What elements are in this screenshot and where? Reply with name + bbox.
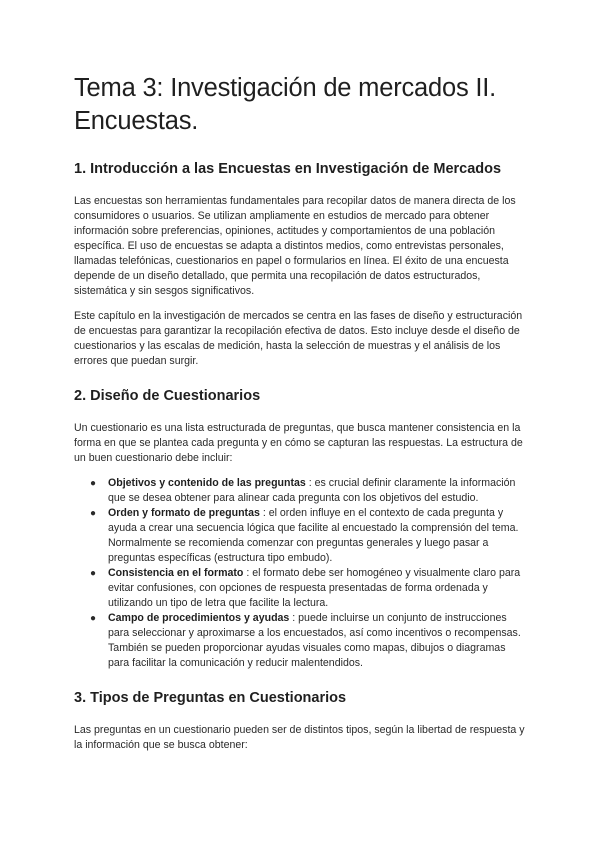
paragraph: Las preguntas en un cuestionario pueden ser de distintos tipos, según la libertad de respuesta y la información que se busca obtener: <box>74 724 525 751</box>
list-item <box>90 611 526 671</box>
section-question-types <box>74 689 526 753</box>
section-questionnaire-design <box>74 387 526 671</box>
section-heading: 1. Introducción a las Encuestas en Investigación de Mercados <box>74 161 502 177</box>
list-item <box>90 506 526 566</box>
section-introduction <box>74 160 526 369</box>
list-item-term: Consistencia en el formato <box>108 567 244 579</box>
page-title: Tema 3: Investigación de mercados II. Encuestas. <box>74 74 497 135</box>
list-item <box>90 566 526 611</box>
bullet-list <box>74 476 526 671</box>
list-item-term: Campo de procedimientos y ayudas <box>108 612 290 624</box>
bullet-icon: ● <box>90 478 97 489</box>
paragraph: Este capítulo en la investigación de mercados se centra en las fases de diseño y estructuración de encuestas para garantizar la recopilación efectiva de datos. Esto incluye desde el diseño de cuestionarios y las escalas de medición, hasta la selección de muestras y el análisis de los errores que puedan surgir. <box>74 310 523 367</box>
list-item-text: : puede incluirse un conjunto de instrucciones para seleccionar y aproximarse a los encuestados, así como incentivos o recompensas. También se pueden proporcionar ayudas visuales como mapas, dibujos o diagramas para facilitar la comunicación y reducir malentendidos. <box>108 612 521 669</box>
section-heading: 3. Tipos de Preguntas en Cuestionarios <box>74 690 347 706</box>
list-item-term: Objetivos y contenido de las preguntas <box>108 477 306 489</box>
paragraph: Las encuestas son herramientas fundamentales para recopilar datos de manera directa de los consumidores o usuarios. Se utilizan ampliamente en estudios de mercado para obtener información sobre preferencias, opiniones, actitudes y comportamientos de una población específica. El uso de encuestas se adapta a distintos medios, como entrevistas personales, llamadas telefónicas, cuestionarios en papel o formularios en línea. El éxito de una encuesta depende de un diseño detallado, que permita una recopilación de datos estructurados, sistemática y sin sesgos significativos. <box>74 195 516 297</box>
list-item-text: : el formato debe ser homogéneo y visualmente claro para evitar confusiones, con opciones de respuesta presentadas de forma ordenada y utilizando un tipo de letra que facilite la lectura. <box>108 567 521 609</box>
list-item-text: : el orden influye en el contexto de cada pregunta y ayuda a crear una secuencia lógica que facilite al encuestado la comprensión del tema. Normalmente se recomienda comenzar con preguntas generales y luego pasar a preguntas específicas (estructura tipo embudo). <box>108 507 519 564</box>
list-item-text: : es crucial definir claramente la información que se desea obtener para alinear cada pregunta con los objetivos del estudio. <box>108 477 516 504</box>
bullet-icon: ● <box>90 568 97 579</box>
list-item <box>90 476 526 506</box>
list-item-term: Orden y formato de preguntas <box>108 507 260 519</box>
bullet-icon: ● <box>90 508 97 519</box>
paragraph: Un cuestionario es una lista estructurada de preguntas, que busca mantener consistencia en la forma en que se plantea cada pregunta y en cómo se capturan las respuestas. La estructura de un buen cuestionario debe incluir: <box>74 422 523 464</box>
bullet-icon: ● <box>90 613 97 624</box>
section-heading: 2. Diseño de Cuestionarios <box>74 388 261 404</box>
